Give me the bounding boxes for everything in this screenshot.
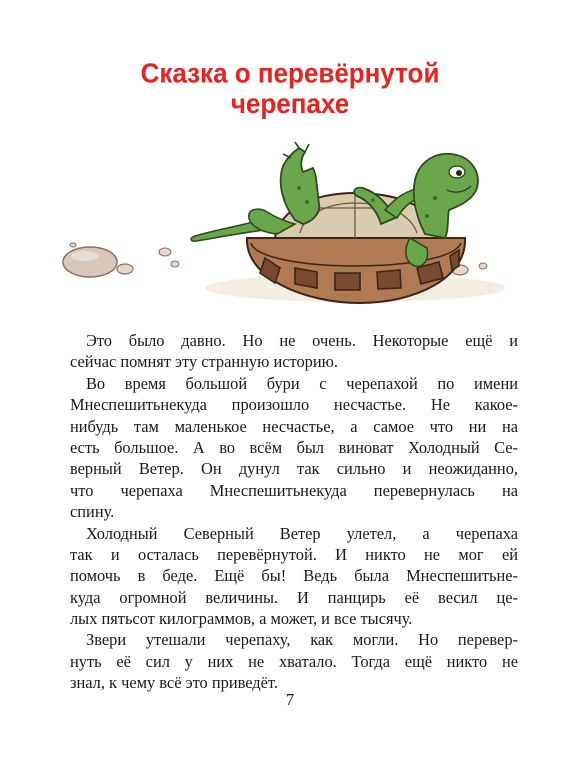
page-number: 7 xyxy=(285,690,295,709)
paragraph-2 xyxy=(70,373,518,523)
text-line: нибудь там маленькое несчастье, а самое что ни на xyxy=(70,416,518,436)
paragraph-3 xyxy=(70,523,518,630)
text-line: что черепаха Мнеспешитьнекуда перевернулась на xyxy=(70,480,518,500)
text-line: Мнеспешитьнекуда произошло несчастье. Не какое- xyxy=(70,395,518,415)
story-text xyxy=(70,330,518,694)
text-line: сейчас помнят эту странную историю. xyxy=(70,352,338,372)
text-line: спину. xyxy=(70,502,115,522)
text-line: Это было давно. Но не очень. Некоторые ещё и xyxy=(86,331,518,350)
story-title xyxy=(0,58,580,118)
text-line: лых пятьсот килограммов, а может, и все тысячу. xyxy=(70,609,413,629)
upside-down-turtle-illustration xyxy=(55,138,505,308)
text-line: нуть её сил у них не хватало. Тогда ещё никто не xyxy=(70,651,518,671)
text-line: помочь в беде. Ещё бы! Ведь была Мнеспешитьне- xyxy=(70,566,518,586)
text-line: знал, к чему всё это приведёт. xyxy=(70,673,278,693)
text-line: Во время большой бури с черепахой по имени xyxy=(86,373,518,393)
text-line: Холодный Северный Ветер улетел, а черепаха xyxy=(86,523,518,543)
text-line: есть большое. А во всём был виноват Холодный Се- xyxy=(70,437,518,457)
paragraph-4 xyxy=(70,629,518,693)
story-title-line-2: черепахе xyxy=(230,86,350,120)
text-line: так и осталась перевёрнутой. И никто не мог ей xyxy=(70,544,518,564)
text-line: верный Ветер. Он дунул так сильно и неожиданно, xyxy=(70,459,518,479)
story-title-line-1: Сказка о перевёрнутой xyxy=(140,56,440,90)
text-line: куда огромной величины. И панцирь её весил це- xyxy=(70,587,518,607)
paragraph-1 xyxy=(70,330,518,373)
text-line: Звери утешали черепаху, как могли. Но перевер- xyxy=(86,630,518,650)
